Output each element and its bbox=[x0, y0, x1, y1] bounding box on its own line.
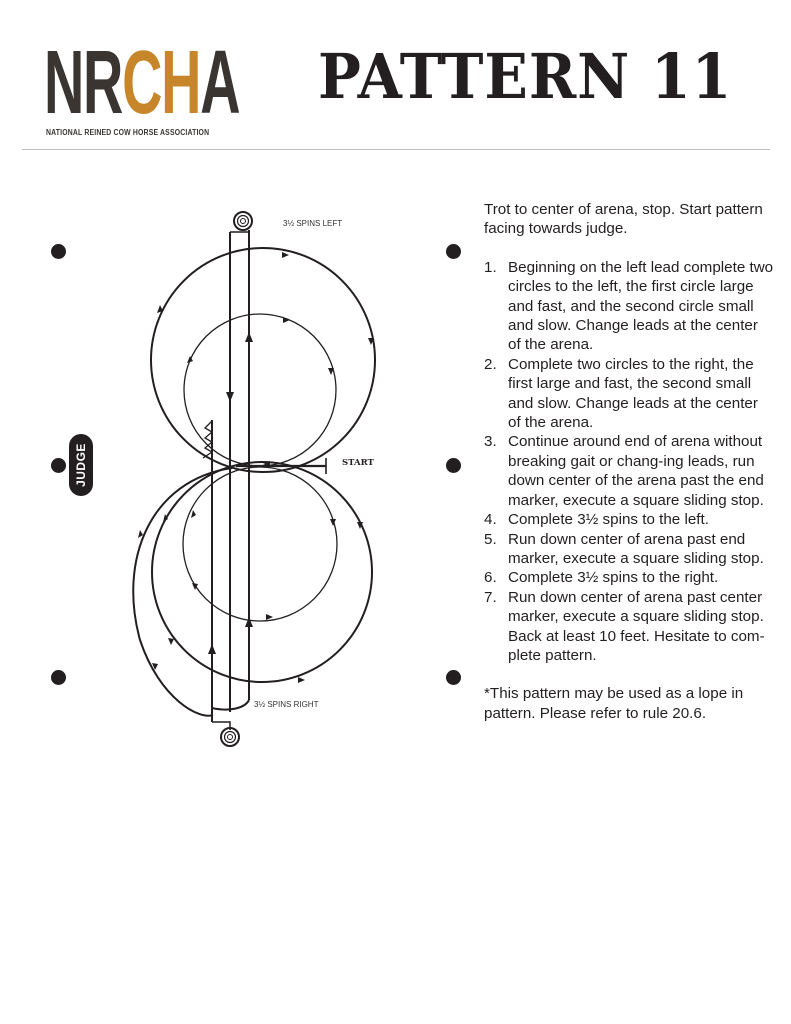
logo-letter-r: R bbox=[83, 33, 123, 133]
step-number: 6. bbox=[484, 569, 497, 587]
arrow-icon bbox=[168, 638, 174, 645]
backup-zigzag bbox=[203, 421, 212, 458]
spin-left-icon bbox=[234, 212, 252, 230]
step-item bbox=[484, 588, 774, 666]
intro-text: Trot to center of arena, stop. Start pattern facing towards judge. bbox=[484, 201, 763, 238]
step-number: 4. bbox=[484, 511, 497, 529]
start-label: START bbox=[342, 458, 374, 468]
arrow-icon bbox=[266, 614, 273, 620]
lower-large-circle bbox=[152, 462, 372, 682]
step-text: Run down center of arena past end marker, execute a square sliding stop. bbox=[508, 530, 764, 567]
step-item bbox=[484, 432, 774, 510]
step-number: 2. bbox=[484, 355, 497, 373]
arrow-icon bbox=[283, 317, 290, 323]
step-item bbox=[484, 258, 774, 355]
logo-letter-h: H bbox=[161, 33, 201, 133]
spins-left-label: 3½ SPINS LEFT bbox=[283, 219, 343, 228]
step-number: 1. bbox=[484, 258, 497, 276]
arrow-icon bbox=[208, 644, 216, 654]
arrow-icon bbox=[226, 392, 234, 402]
step-text: Complete two circles to the right, the first large and fast, the second small and slow. Change leads at the center of the arena. bbox=[508, 355, 758, 432]
spins-right-label: 3½ SPINS RIGHT bbox=[254, 700, 319, 709]
step-item bbox=[484, 510, 774, 529]
step-text: Run down center of arena past center marker, execute a square sliding stop. Back at least 10 feet. Hesitate to com-plete pattern. bbox=[508, 588, 765, 664]
spin-right-icon bbox=[221, 728, 239, 746]
step-item bbox=[484, 530, 774, 569]
logo-tagline: NATIONAL REINED COW HORSE ASSOCIATION bbox=[46, 128, 210, 137]
step-item bbox=[484, 568, 774, 587]
arrow-icon bbox=[245, 617, 253, 627]
logo-letter-n: N bbox=[44, 33, 84, 133]
judge-label: JUDGE bbox=[74, 443, 88, 487]
arrow-icon bbox=[282, 252, 289, 258]
arrow-icon bbox=[298, 677, 305, 683]
pattern-instructions bbox=[484, 200, 774, 723]
lower-small-circle bbox=[183, 467, 337, 621]
step-text: Beginning on the left lead complete two circles to the left, the first circle large and fast, and the second circle small and slow. Change leads at the center of the arena. bbox=[508, 258, 774, 354]
logo-letter-a: A bbox=[200, 33, 240, 133]
step-text: Complete 3½ spins to the left. bbox=[508, 511, 709, 529]
upper-small-circle bbox=[184, 314, 336, 466]
arrow-icon bbox=[245, 332, 253, 342]
step-text: Complete 3½ spins to the right. bbox=[508, 569, 719, 587]
step-number: 7. bbox=[484, 588, 497, 606]
return-loop bbox=[133, 468, 232, 716]
logo-letter-c: C bbox=[122, 33, 162, 133]
step-number: 5. bbox=[484, 530, 497, 548]
step-text: Continue around end of arena without breaking gait or chang-ing leads, run down center of the arena past the end marker, execute a square sliding stop. bbox=[508, 433, 764, 509]
step-number: 3. bbox=[484, 433, 497, 451]
page-title: PATTERN 11 bbox=[318, 40, 733, 113]
step-item bbox=[484, 355, 774, 433]
arrow-icon bbox=[191, 510, 196, 518]
upper-large-circle bbox=[151, 248, 375, 472]
steps-list bbox=[484, 258, 774, 666]
footnote: *This pattern may be used as a lope in pattern. Please refer to rule 20.6. bbox=[484, 685, 744, 722]
